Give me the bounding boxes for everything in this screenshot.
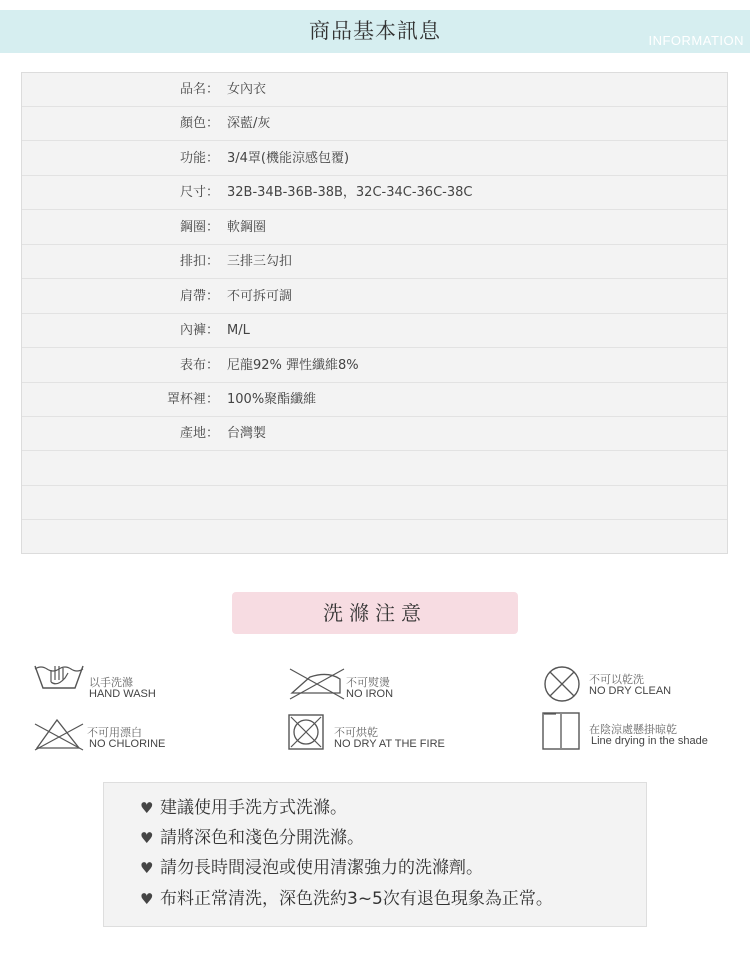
wash-note: ♥ 請勿長時間浸泡或使用清潔強力的洗滌劑。	[140, 858, 483, 878]
info-row	[22, 349, 727, 383]
info-row	[22, 417, 727, 451]
care-en-label: NO DRY AT THE FIRE	[334, 738, 445, 750]
care-zh-label: 不可烘乾	[334, 726, 378, 739]
info-value: 32B-34B-36B-38B，32C-34C-36C-38C	[227, 185, 473, 200]
wash-note: ♥ 布料正常清洗，深色洗約3~5次有退色現象為正常。	[140, 889, 553, 909]
care-no-chlorine	[33, 718, 233, 762]
info-label: 表布：	[179, 358, 219, 373]
info-row-empty	[22, 452, 727, 486]
care-en-label: HAND WASH	[89, 688, 156, 700]
info-value: 女內衣	[227, 82, 267, 97]
info-row	[22, 107, 727, 141]
care-zh-label: 在陰涼處懸掛晾乾	[589, 723, 677, 736]
wash-note: ♥ 建議使用手洗方式洗滌。	[140, 798, 347, 818]
hand-wash-icon	[33, 660, 85, 694]
wash-title-box	[232, 592, 518, 634]
info-row	[22, 211, 727, 245]
info-header-bar	[0, 10, 750, 53]
info-label: 罩杯裡：	[166, 392, 219, 407]
no-bleach-icon	[33, 718, 85, 752]
care-no-iron	[288, 667, 488, 711]
info-value: 不可拆可調	[227, 289, 293, 304]
care-no-dry-fire	[288, 714, 488, 758]
wash-note: ♥ 請將深色和淺色分開洗滌。	[140, 828, 364, 848]
care-zh-label: 不可用漂白	[87, 726, 142, 739]
info-value: 100%聚酯纖維	[227, 392, 317, 407]
info-label: 功能：	[179, 151, 219, 166]
care-line-dry-shade	[542, 712, 750, 756]
info-label: 尺寸：	[179, 185, 219, 200]
info-header-title: 商品基本訊息	[309, 19, 441, 43]
info-label: 排扣：	[179, 254, 219, 269]
info-value: 深藍/灰	[227, 116, 271, 131]
info-row	[22, 314, 727, 348]
info-header-subtitle: INFORMATION	[648, 33, 744, 48]
info-value: 3/4罩(機能涼感包覆)	[227, 151, 350, 166]
care-en-label: Line drying in the shade	[591, 735, 708, 747]
info-label: 內褲：	[179, 323, 219, 338]
info-value: 三排三勾扣	[227, 254, 293, 269]
info-label: 顏色：	[179, 116, 219, 131]
care-zh-label: 不可熨燙	[346, 676, 390, 689]
care-en-label: NO CHLORINE	[89, 738, 166, 750]
info-label: 產地：	[179, 426, 219, 441]
no-dry-clean-icon	[542, 664, 584, 706]
info-value: 軟鋼圈	[227, 220, 267, 235]
info-row	[22, 383, 727, 417]
info-row	[22, 73, 727, 107]
info-row-empty	[22, 486, 727, 520]
care-en-label: NO IRON	[346, 688, 394, 700]
care-hand-wash	[33, 660, 233, 704]
product-info-table	[21, 72, 728, 554]
info-row	[22, 142, 727, 176]
line-dry-shade-icon	[542, 712, 582, 752]
care-en-label: NO DRY CLEAN	[589, 685, 672, 697]
no-iron-icon	[288, 667, 346, 701]
wash-title: 洗滌注意	[323, 601, 427, 625]
info-value: 尼龍92% 彈性纖維8%	[227, 358, 359, 373]
info-label: 肩帶：	[179, 289, 219, 304]
heart-icon: ♥	[140, 890, 154, 908]
wash-notes-box	[103, 782, 647, 927]
heart-icon: ♥	[140, 829, 154, 847]
info-row	[22, 176, 727, 210]
info-value: 台灣製	[227, 426, 267, 441]
info-label: 品名：	[179, 82, 219, 97]
heart-icon: ♥	[140, 799, 154, 817]
heart-icon: ♥	[140, 859, 154, 877]
info-row-empty	[22, 521, 727, 555]
info-label: 鋼圈：	[179, 220, 219, 235]
no-tumble-dry-icon	[288, 714, 326, 752]
info-row	[22, 280, 727, 314]
care-no-dry-clean	[542, 664, 742, 708]
info-row	[22, 245, 727, 279]
care-zh-label: 不可以乾洗	[589, 673, 644, 686]
info-value: M/L	[227, 323, 250, 338]
care-zh-label: 以手洗滌	[89, 676, 133, 689]
